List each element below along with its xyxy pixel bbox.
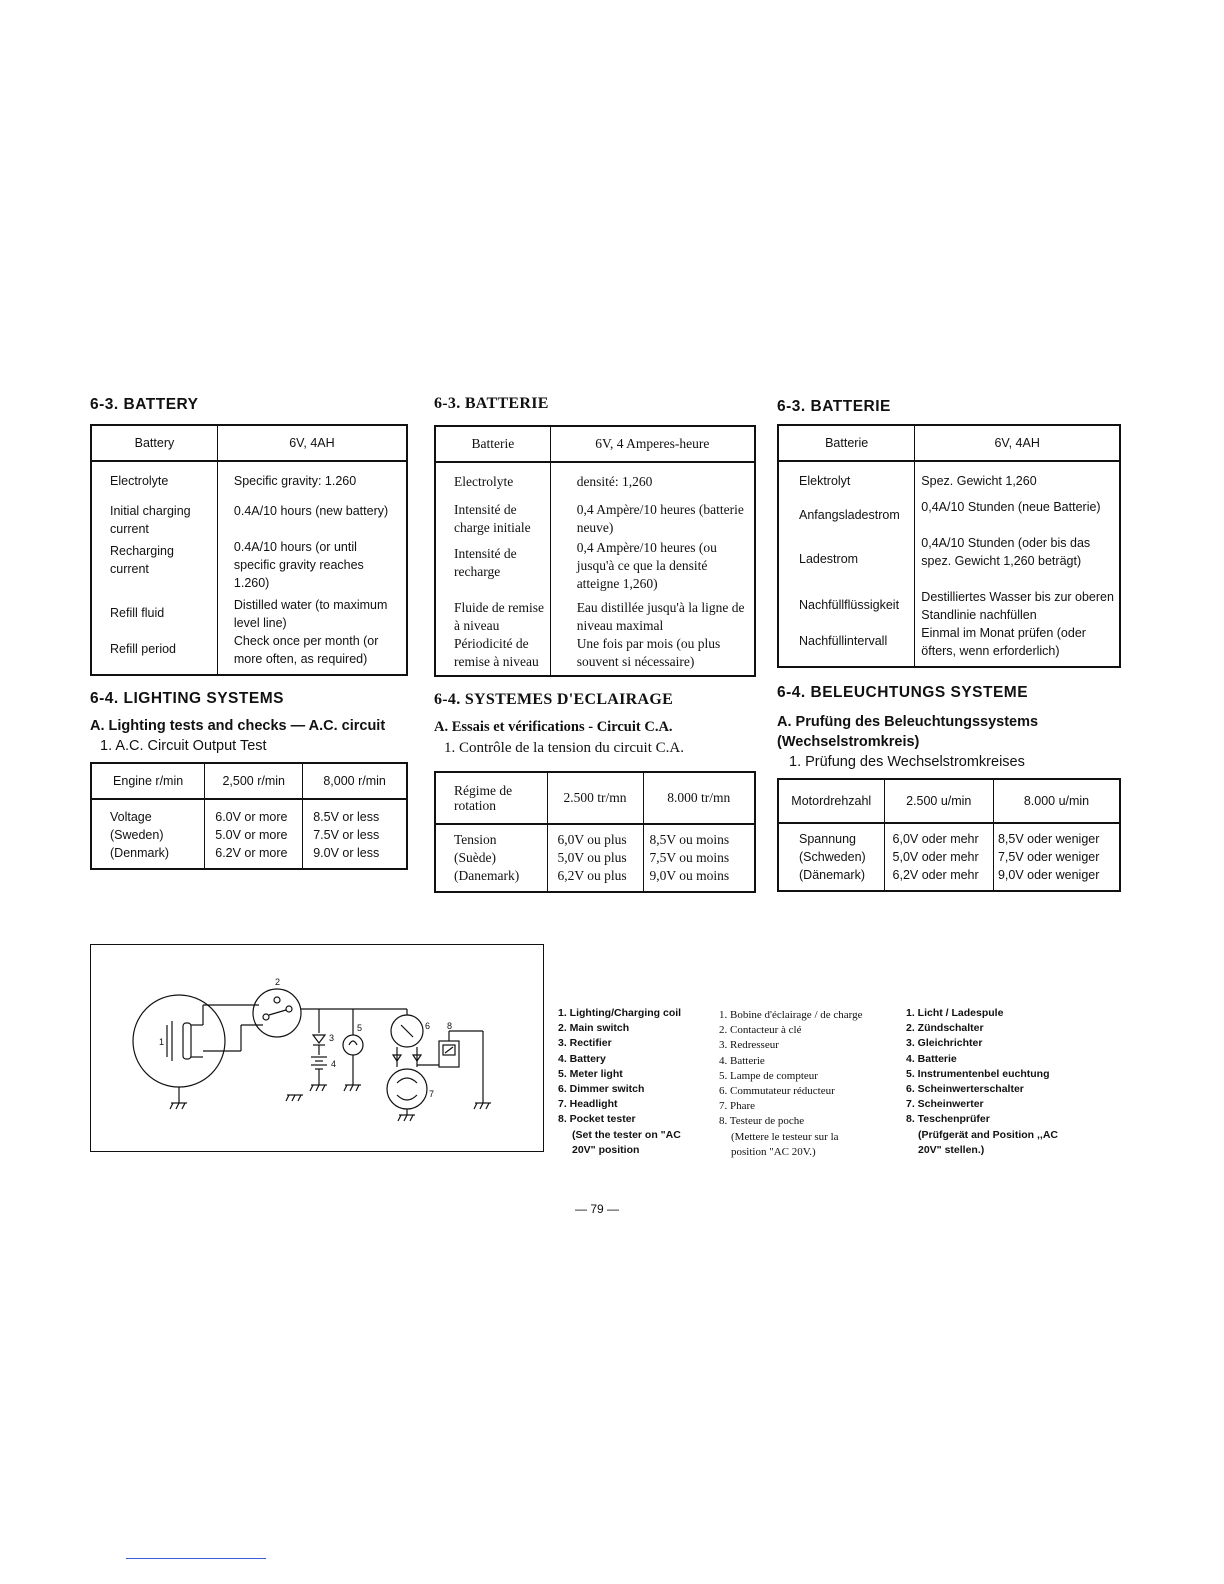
- cell-line: 8.5V or less: [313, 810, 380, 824]
- legend-item: 6. Dimmer switch: [558, 1083, 645, 1096]
- table-cell: Fluide de remise à niveau: [454, 600, 544, 633]
- cell-line: 9,0V oder weniger: [997, 868, 1100, 882]
- table-cell: Check once per month (or more often, as required): [217, 632, 407, 675]
- table-row: [435, 501, 755, 539]
- output-table-head: 2,500 r/min: [205, 763, 303, 799]
- legend-item: 8. Teschenprüfer: [906, 1113, 990, 1126]
- table-row: [91, 632, 407, 675]
- table-cell: [547, 824, 643, 892]
- cell-line: 6.2V or more: [215, 846, 288, 860]
- diagram-label-8: 8: [447, 1021, 453, 1031]
- legend-item: 5. Instrumentenbel euchtung: [906, 1067, 1050, 1080]
- table-cell: [303, 799, 407, 869]
- output-table-head: 8,000 r/min: [303, 763, 407, 799]
- table-cell: 0.4A/10 hours (new battery): [217, 502, 407, 538]
- table-cell: Intensité de recharge: [454, 546, 517, 579]
- table-cell: Distilled water (to maximum level line): [217, 596, 407, 632]
- table-row: [435, 599, 755, 635]
- cell-line: 7.5V or less: [313, 828, 380, 842]
- output-table: [434, 771, 756, 893]
- legend-french: [719, 1008, 899, 1160]
- legend-item: 6. Commutateur réducteur: [719, 1085, 835, 1098]
- table-row: [435, 462, 755, 501]
- battery-heading: 6-3. BATTERIE: [777, 398, 891, 415]
- legend-item: (Set the tester on "AC 20V" position: [572, 1128, 681, 1156]
- cell-line: (Denmark): [110, 846, 170, 860]
- cell-line: 5,0V oder mehr: [892, 850, 979, 864]
- cell-line: Spannung: [799, 832, 857, 846]
- table-cell: Refill period: [110, 642, 177, 656]
- table-row: [778, 498, 1120, 534]
- table-row: [435, 824, 755, 892]
- legend-item: 5. Meter light: [558, 1067, 623, 1080]
- generator-circle: [133, 995, 225, 1087]
- table-cell: densité: 1,260: [550, 462, 755, 501]
- table-cell: 0,4 Ampère/10 heures (ou jusqu'à ce que la densité atteigne 1,260): [550, 539, 755, 599]
- legend-item: 7. Phare: [719, 1100, 756, 1113]
- table-cell: Spez. Gewicht 1,260: [915, 461, 1120, 498]
- german-column: [777, 398, 1121, 892]
- subheading-1: 1. Prüfung des Wechselstromkreises: [789, 754, 1025, 770]
- legend-item: 3. Rectifier: [558, 1037, 612, 1050]
- table-cell: [993, 823, 1120, 891]
- table-row: [91, 799, 407, 869]
- output-table-head: Engine r/min: [91, 763, 205, 799]
- output-table-head: Régime de rotation: [435, 772, 547, 824]
- cell-line: (Suède): [454, 850, 496, 865]
- table-row: [435, 539, 755, 599]
- lighting-heading: 6-4. SYSTEMES D'ECLAIRAGE: [434, 691, 674, 708]
- cell-line: 7,5V oder weniger: [997, 850, 1100, 864]
- footer-rule: [126, 1558, 266, 1559]
- legend-item: 7. Headlight: [558, 1098, 618, 1111]
- legend-item: 3. Gleichrichter: [906, 1037, 983, 1050]
- output-table-head: 2.500 u/min: [884, 779, 993, 823]
- wiring-diagram: [90, 944, 544, 1152]
- cell-line: 6,0V oder mehr: [892, 832, 979, 846]
- legend-item: 4. Battery: [558, 1052, 606, 1065]
- cell-line: (Schweden): [799, 850, 866, 864]
- table-cell: 0,4 Ampère/10 heures (batterie neuve): [550, 501, 755, 539]
- table-row: [778, 588, 1120, 624]
- lighting-heading: 6-4. LIGHTING SYSTEMS: [90, 690, 284, 707]
- table-cell: Périodicité de remise à niveau: [454, 636, 539, 669]
- cell-line: 6.0V or more: [215, 810, 288, 824]
- output-table-head: Motordrehzahl: [778, 779, 884, 823]
- legend-item: 4. Batterie: [906, 1052, 957, 1065]
- legend-english: [558, 1006, 708, 1158]
- subheading-1: 1. Contrôle de la tension du circuit C.A.: [444, 740, 684, 756]
- legend-item: 1. Licht / Ladespule: [906, 1007, 1004, 1019]
- output-table-head: 8.000 tr/mn: [643, 772, 755, 824]
- table-cell: Electrolyte: [110, 474, 169, 488]
- cell-line: 6,0V ou plus: [557, 832, 627, 847]
- battery-table-head-label: Batterie: [778, 425, 915, 461]
- table-cell: [643, 824, 755, 892]
- diagram-label-2: 2: [275, 977, 281, 987]
- output-table-head: 8.000 u/min: [993, 779, 1120, 823]
- cell-line: (Danemark): [454, 868, 520, 883]
- legend-item: 1. Lighting/Charging coil: [558, 1007, 682, 1019]
- legend-item: 8. Testeur de poche: [719, 1115, 805, 1128]
- table-cell: Einmal im Monat prüfen (oder öfters, wenn erforderlich): [915, 624, 1120, 667]
- table-cell: Refill fluid: [110, 606, 165, 620]
- battery-table-head-label: Batterie: [435, 426, 550, 462]
- table-cell: Electrolyte: [454, 474, 514, 489]
- french-column: [434, 395, 756, 893]
- cell-line: (Sweden): [110, 828, 164, 842]
- table-cell: Nachfüllflüssigkeit: [799, 598, 900, 612]
- coil-icon: [183, 1023, 191, 1059]
- diagram-label-7: 7: [429, 1089, 435, 1099]
- output-table-head: 2.500 tr/mn: [547, 772, 643, 824]
- legend-item: 2. Contacteur à clé: [719, 1024, 802, 1037]
- legend-item: 2. Main switch: [558, 1022, 630, 1035]
- diagram-label-4: 4: [331, 1059, 337, 1069]
- cell-line: 8,5V ou moins: [649, 832, 730, 847]
- table-cell: 0.4A/10 hours (or until specific gravity reaches 1.260): [217, 538, 407, 596]
- page-number: — 79 —: [575, 1202, 620, 1216]
- cell-line: (Dänemark): [799, 868, 865, 882]
- battery-heading: 6-3. BATTERY: [90, 396, 199, 413]
- wiring-diagram-svg: [91, 945, 543, 1151]
- table-row: [778, 461, 1120, 498]
- output-table: [777, 778, 1121, 892]
- table-cell: Recharging current: [110, 544, 174, 576]
- subheading-a: A. Essais et vérifications - Circuit C.A.: [434, 719, 673, 735]
- battery-table-head-value: 6V, 4AH: [915, 425, 1120, 461]
- table-row: [91, 538, 407, 596]
- table-cell: 0,4A/10 Stunden (oder bis das spez. Gewicht 1,260 beträgt): [915, 534, 1120, 588]
- table-cell: Nachfüllintervall: [799, 634, 888, 648]
- diagram-label-5: 5: [357, 1023, 363, 1033]
- legend-item: 1. Bobine d'éclairage / de charge: [719, 1009, 863, 1021]
- table-cell: Specific gravity: 1.260: [217, 461, 407, 502]
- table-cell: Une fois par mois (ou plus souvent si nécessaire): [550, 635, 755, 676]
- table-row: [778, 823, 1120, 891]
- diagram-label-6: 6: [425, 1021, 431, 1031]
- battery-table-head-value: 6V, 4 Amperes-heure: [550, 426, 755, 462]
- legend-item: 3. Redresseur: [719, 1039, 779, 1052]
- battery-table-head-value: 6V, 4AH: [217, 425, 407, 461]
- cell-line: 9,0V ou moins: [649, 868, 730, 883]
- table-cell: [435, 824, 547, 892]
- legend-item: 4. Batterie: [719, 1054, 765, 1067]
- diagram-label-3: 3: [329, 1033, 335, 1043]
- battery-table: [777, 424, 1121, 668]
- legend-item: 6. Scheinwerterschalter: [906, 1083, 1024, 1096]
- cell-line: 8,5V oder weniger: [997, 832, 1100, 846]
- headlight-circle: [387, 1069, 427, 1109]
- legend-item: 8. Pocket tester: [558, 1113, 636, 1126]
- battery-heading: 6-3. BATTERIE: [434, 395, 549, 412]
- output-table: [90, 762, 408, 870]
- battery-table: [90, 424, 408, 676]
- cell-line: 6,2V ou plus: [557, 868, 627, 883]
- meter-light-circle: [343, 1035, 363, 1055]
- cell-line: 5.0V or more: [215, 828, 288, 842]
- table-row: [435, 635, 755, 676]
- table-cell: Anfangsladestrom: [799, 508, 900, 522]
- table-cell: Destilliertes Wasser bis zur oberen Standlinie nachfüllen: [915, 588, 1120, 624]
- subheading-a: A. Prufüng des Beleuchtungssystems (Wechselstromkreis): [777, 714, 1039, 750]
- table-row: [91, 502, 407, 538]
- battery-table-head-label: Battery: [91, 425, 217, 461]
- battery-table: [434, 425, 756, 677]
- table-row: [91, 461, 407, 502]
- table-cell: 0,4A/10 Stunden (neue Batterie): [915, 498, 1120, 534]
- cell-line: Tension: [454, 832, 497, 847]
- legend-item: 7. Scheinwerter: [906, 1098, 984, 1111]
- table-cell: [778, 823, 884, 891]
- table-cell: Intensité de charge initiale: [454, 502, 531, 535]
- table-row: [778, 624, 1120, 667]
- subheading-a: A. Lighting tests and checks — A.C. circuit: [90, 718, 386, 734]
- table-cell: Eau distillée jusqu'à la ligne de niveau maximal: [550, 599, 755, 635]
- legend-item: 5. Lampe de compteur: [719, 1069, 818, 1082]
- cell-line: 6,2V oder mehr: [892, 868, 979, 882]
- diagram-label-1: 1: [159, 1037, 165, 1047]
- cell-line: 9.0V or less: [313, 846, 380, 860]
- cell-line: 5,0V ou plus: [557, 850, 627, 865]
- lighting-heading: 6-4. BELEUCHTUNGS SYSTEME: [777, 684, 1029, 701]
- legend-item: 2. Zündschalter: [906, 1022, 984, 1035]
- table-cell: [205, 799, 303, 869]
- table-row: [778, 534, 1120, 588]
- cell-line: Voltage: [110, 810, 152, 824]
- table-row: [91, 596, 407, 632]
- english-column: [90, 396, 408, 870]
- cell-line: 7,5V ou moins: [649, 850, 730, 865]
- table-cell: Initial charging current: [110, 504, 191, 536]
- table-cell: [91, 799, 205, 869]
- table-cell: [884, 823, 993, 891]
- table-cell: Ladestrom: [799, 552, 859, 566]
- legend-german: [906, 1006, 1076, 1158]
- legend-item: (Prüfgerät and Position ,,AC 20V" stellen.): [918, 1128, 1059, 1156]
- subheading-1: 1. A.C. Circuit Output Test: [100, 738, 267, 754]
- table-cell: Elektrolyt: [799, 474, 851, 488]
- legend-item: (Mettere le testeur sur la position "AC 20V.): [731, 1130, 839, 1158]
